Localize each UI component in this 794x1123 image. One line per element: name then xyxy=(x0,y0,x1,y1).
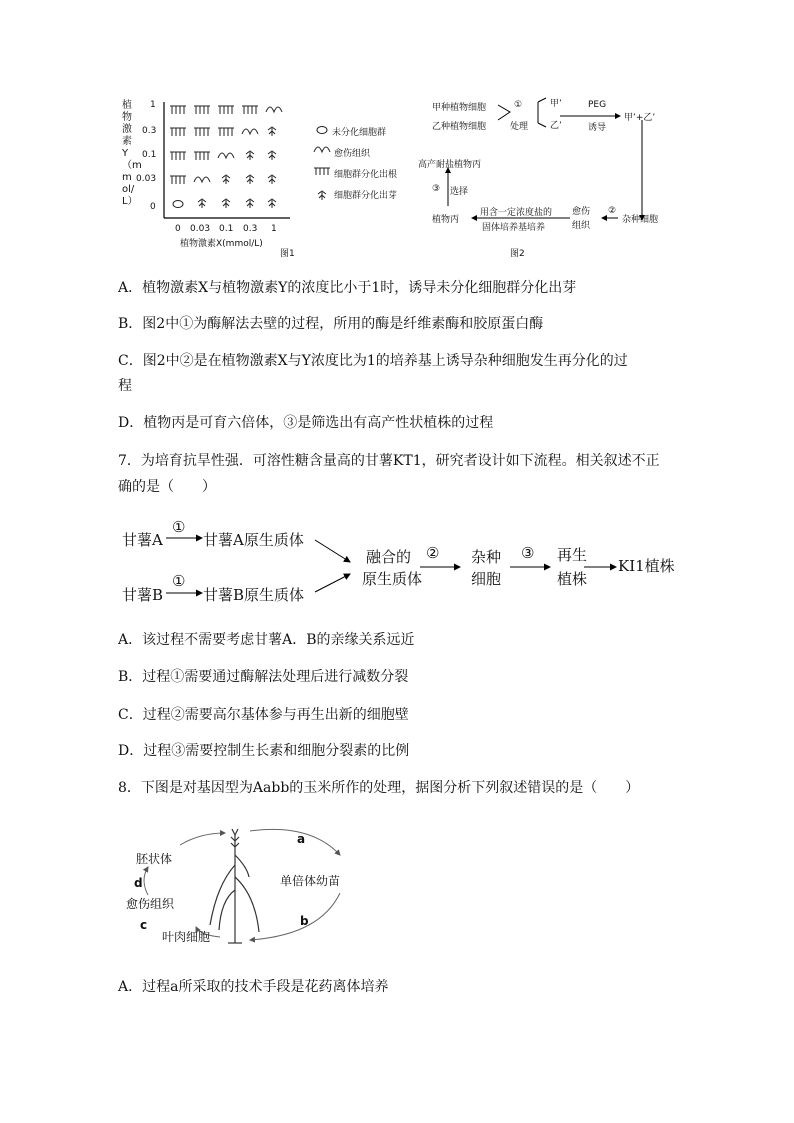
q7-option-c: C．过程②需要高尔基体参与再生出新的细胞壁 xyxy=(118,707,409,723)
flow-b-protoplast: 甘薯B原生质体 xyxy=(203,586,305,604)
fig2-medium-1: 用含一定浓度盐的 xyxy=(480,208,553,218)
fig2-select: 选择 xyxy=(450,187,469,197)
flow-step2: ② xyxy=(426,544,440,562)
label-haploid: 单倍体幼苗 xyxy=(280,874,341,888)
fig1-legend-icons xyxy=(312,124,332,204)
flow-regen-1: 再生 xyxy=(557,546,588,564)
fig2-plant-c: 植物丙 xyxy=(432,215,460,225)
label-b: b xyxy=(300,914,309,928)
q6-option-b: B．图2中①为酶解法去壁的过程，所用的酶是纤维素酶和胶原蛋白酶 xyxy=(118,316,544,332)
label-a: a xyxy=(297,832,306,846)
q6-option-d: D．植物丙是可育六倍体，③是筛选出有高产性状植株的过程 xyxy=(118,415,494,431)
q8-stem: 8．下图是对基因型为Aabb的玉米所作的处理，据图分析下列叙述错误的是（ ） xyxy=(118,780,640,796)
fig1-legend-shoots: 细胞群分化出芽 xyxy=(334,191,398,201)
label-c: c xyxy=(140,918,148,932)
fig2-medium-2: 固体培养基培养 xyxy=(482,223,546,233)
q7-option-d: D．过程③需要控制生长素和细胞分裂素的比例 xyxy=(118,743,410,759)
fig2-callus: 愈伤组织 xyxy=(572,207,591,231)
fig2-step3: ③ xyxy=(432,184,441,194)
q6-option-a: A．植物激素X与植物激素Y的浓度比小于1时，诱导未分化细胞群分化出芽 xyxy=(118,280,577,296)
fig2-step1: ① xyxy=(514,100,523,110)
flow-a-protoplast: 甘薯A原生质体 xyxy=(203,531,304,549)
fig1-ytick: 0 xyxy=(150,202,156,212)
flow-arrows xyxy=(160,520,630,610)
fig1-y-axis-label: 植物激素Y（mmol/L） xyxy=(122,100,142,207)
label-embryoid: 胚状体 xyxy=(136,852,173,866)
fig2-cell-a: 甲种植物细胞 xyxy=(432,103,487,113)
q8-option-a: A．过程a所采取的技术手段是花药离体培养 xyxy=(118,979,389,995)
flow-hybrid-1: 杂种 xyxy=(471,548,502,566)
q6-option-c-cont: 程 xyxy=(118,378,132,394)
fig2-hybrid: 杂种细胞 xyxy=(622,215,659,225)
fig1-xtick: 0 xyxy=(175,224,181,234)
fig2-peg: PEG xyxy=(588,100,607,110)
fig1-caption: 图1 xyxy=(280,249,295,259)
fig2-jia: 甲’ xyxy=(550,99,562,109)
fig2-caption: 图2 xyxy=(510,249,525,259)
fig1-ytick: 0.1 xyxy=(142,150,157,160)
fig1-ytick: 1 xyxy=(150,100,156,110)
flow-ganshu-b: 甘薯B xyxy=(122,586,164,604)
fig2-result: 高产耐盐植物丙 xyxy=(418,160,482,170)
label-mesophyll: 叶肉细胞 xyxy=(162,930,211,944)
fig1-ytick: 0.03 xyxy=(136,174,157,184)
q7-stem-cont: 确的是（ ） xyxy=(118,479,216,495)
roots-glyph-row-1 xyxy=(170,106,282,114)
q7-option-a: A．该过程不需要考虑甘薯A．B的亲缘关系远近 xyxy=(118,632,415,648)
flow-fused-2: 原生质体 xyxy=(362,570,423,588)
q7-option-b: B．过程①需要通过酶解法处理后进行减数分裂 xyxy=(118,669,409,685)
flow-step1-b: ① xyxy=(172,572,186,590)
fig1-xtick: 0.1 xyxy=(219,224,234,234)
fig2-yi: 乙’ xyxy=(550,121,562,131)
flow-regen-2: 植株 xyxy=(557,570,588,588)
label-d: d xyxy=(134,876,143,890)
fig2-step1-label: 处理 xyxy=(510,122,529,132)
fig1-x-axis-label: 植物激素X(mmol/L) xyxy=(180,239,263,249)
fig1-legend-undiff: 未分化细胞群 xyxy=(332,128,387,138)
label-callus: 愈伤组织 xyxy=(126,897,175,911)
fig2-fused: 甲’+乙’ xyxy=(624,113,656,123)
flow-ganshu-a: 甘薯A xyxy=(122,531,163,549)
flow-step3: ③ xyxy=(521,544,535,562)
fig2-step2: ② xyxy=(608,206,617,216)
flow-final: KI1植株 xyxy=(618,557,675,575)
fig2-induce: 诱导 xyxy=(588,123,607,133)
q7-stem: 7．为培育抗旱性强．可溶性糖含量高的甘薯KT1，研究者设计如下流程。相关叙述不正 xyxy=(118,453,660,469)
flow-hybrid-2: 细胞 xyxy=(471,570,502,588)
fig1-xtick: 0.3 xyxy=(243,224,258,234)
fig1-plot xyxy=(140,98,300,230)
flow-fused-1: 融合的 xyxy=(366,548,412,566)
flow-step1-a: ① xyxy=(172,518,186,536)
corn-plant-icon xyxy=(210,829,259,943)
fig1-xtick: 0.03 xyxy=(190,224,211,234)
fig1-legend-callus: 愈伤组织 xyxy=(334,149,371,159)
fig2-arrows xyxy=(410,90,710,240)
fig2-cell-b: 乙种植物细胞 xyxy=(432,122,487,132)
fig1-xtick: 1 xyxy=(271,224,277,234)
fig1-ytick: 0.3 xyxy=(142,126,157,136)
q6-option-c: C．图2中②是在植物激素X与Y浓度比为1的培养基上诱导杂种细胞发生再分化的过 xyxy=(118,353,628,369)
fig1-legend-roots: 细胞群分化出根 xyxy=(334,170,398,180)
